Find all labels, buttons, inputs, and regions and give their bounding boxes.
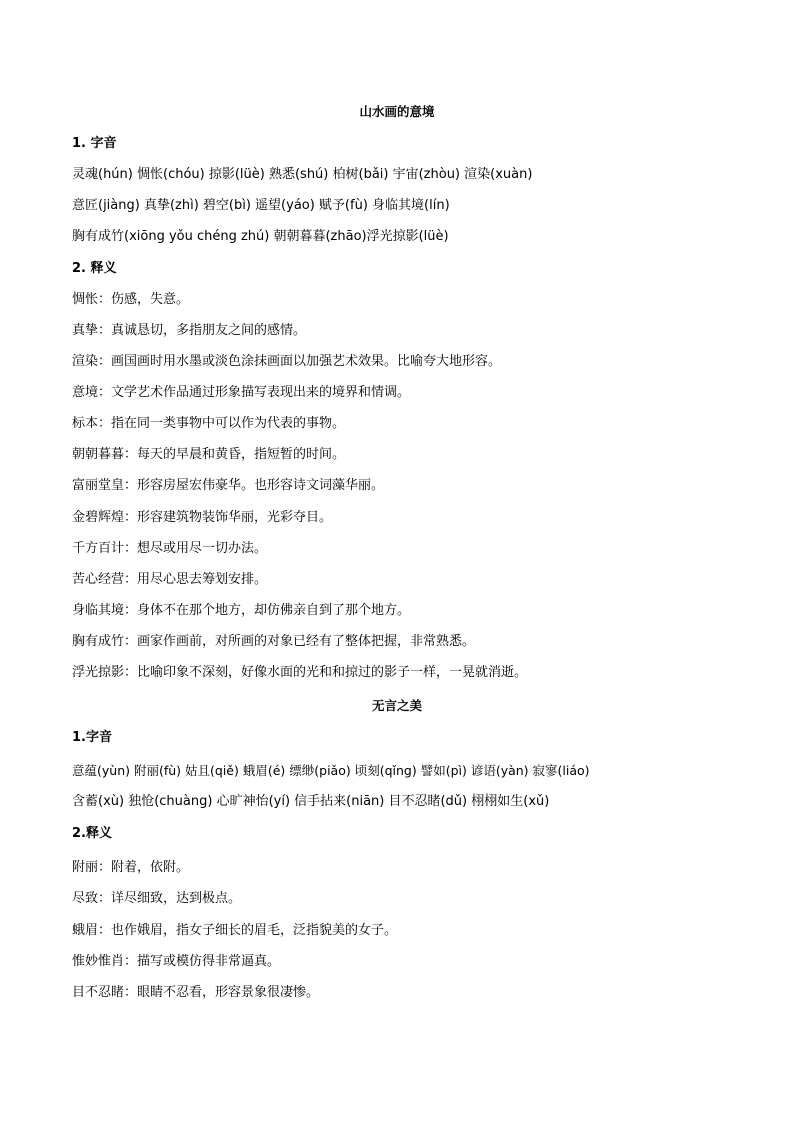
section-heading-definitions: 2.释义: [72, 826, 112, 841]
definition-line: 千方百计：想尽或用尽一切办法。: [72, 541, 268, 556]
definition-line: 浮光掠影：比喻印象不深刻，好像水面的光和和掠过的影子一样，一晃就消逝。: [72, 665, 528, 680]
definition-line: 富丽堂皇：形容房屋宏伟豪华。也形容诗文词藻华丽。: [72, 478, 385, 493]
pronunciation-line: 胸有成竹(xiōng yǒu chéng zhú) 朝朝暮暮(zhāo)浮光掠影(lüè): [72, 229, 449, 244]
definition-line: 朝朝暮暮：每天的早晨和黄昏，指短暂的时间。: [72, 447, 346, 462]
definition-line: 蛾眉：也作娥眉，指女子细长的眉毛，泛指貌美的女子。: [72, 923, 398, 938]
definition-line: 标本：指在同一类事物中可以作为代表的事物。: [72, 416, 346, 431]
definition-line: 渲染：画国画时用水墨或淡色涂抹画面以加强艺术效果。比喻夸大地形容。: [72, 354, 502, 369]
pronunciation-line: 灵魂(hún) 惆怅(chóu) 掠影(lüè) 熟悉(shú) 柏树(bǎi) 宇宙(zhòu) 渲染(xuàn): [72, 167, 533, 182]
definition-line: 尽致：详尽细致，达到极点。: [72, 891, 242, 906]
definition-line: 胸有成竹：画家作画前，对所画的对象已经有了整体把握，非常熟悉。: [72, 634, 476, 649]
definition-line: 金碧辉煌：形容建筑物装饰华丽，光彩夺目。: [72, 510, 333, 525]
section-heading-pronunciation: 1. 字音: [72, 136, 117, 151]
section-heading-pronunciation: 1.字音: [72, 730, 112, 745]
section-title: 无言之美: [371, 698, 422, 713]
section-heading-definitions: 2. 释义: [72, 261, 117, 276]
section-title: 山水画的意境: [359, 104, 435, 119]
definition-line: 附丽：附着，依附。: [72, 860, 190, 875]
definition-line: 惆怅：伤感，失意。: [72, 292, 190, 307]
definition-line: 惟妙惟肖：描写或模仿得非常逼真。: [72, 954, 281, 969]
pronunciation-line: 意匠(jiàng) 真挚(zhì) 碧空(bì) 遥望(yáo) 赋予(fù) 身临其境(lín): [72, 198, 450, 213]
definition-line: 真挚：真诚恳切，多指朋友之间的感情。: [72, 323, 307, 338]
pronunciation-line: 意蕴(yùn) 附丽(fù) 姑且(qiě) 蛾眉(é) 缥缈(piǎo) 顷刻(qǐng) 譬如(pì) 谚语(yàn) 寂寥(liáo): [72, 763, 590, 778]
definition-line: 意境：文学艺术作品通过形象描写表现出来的境界和情调。: [72, 385, 411, 400]
definition-line: 身临其境：身体不在那个地方，却仿佛亲自到了那个地方。: [72, 603, 411, 618]
definition-line: 苦心经营：用尽心思去筹划安排。: [72, 572, 268, 587]
pronunciation-line: 含蓄(xù) 独怆(chuàng) 心旷神怡(yí) 信手拈来(niān) 目不忍睹(dǔ) 栩栩如生(xǔ): [72, 794, 550, 809]
definition-line: 目不忍睹：眼睛不忍看，形容景象很凄惨。: [72, 985, 320, 1000]
